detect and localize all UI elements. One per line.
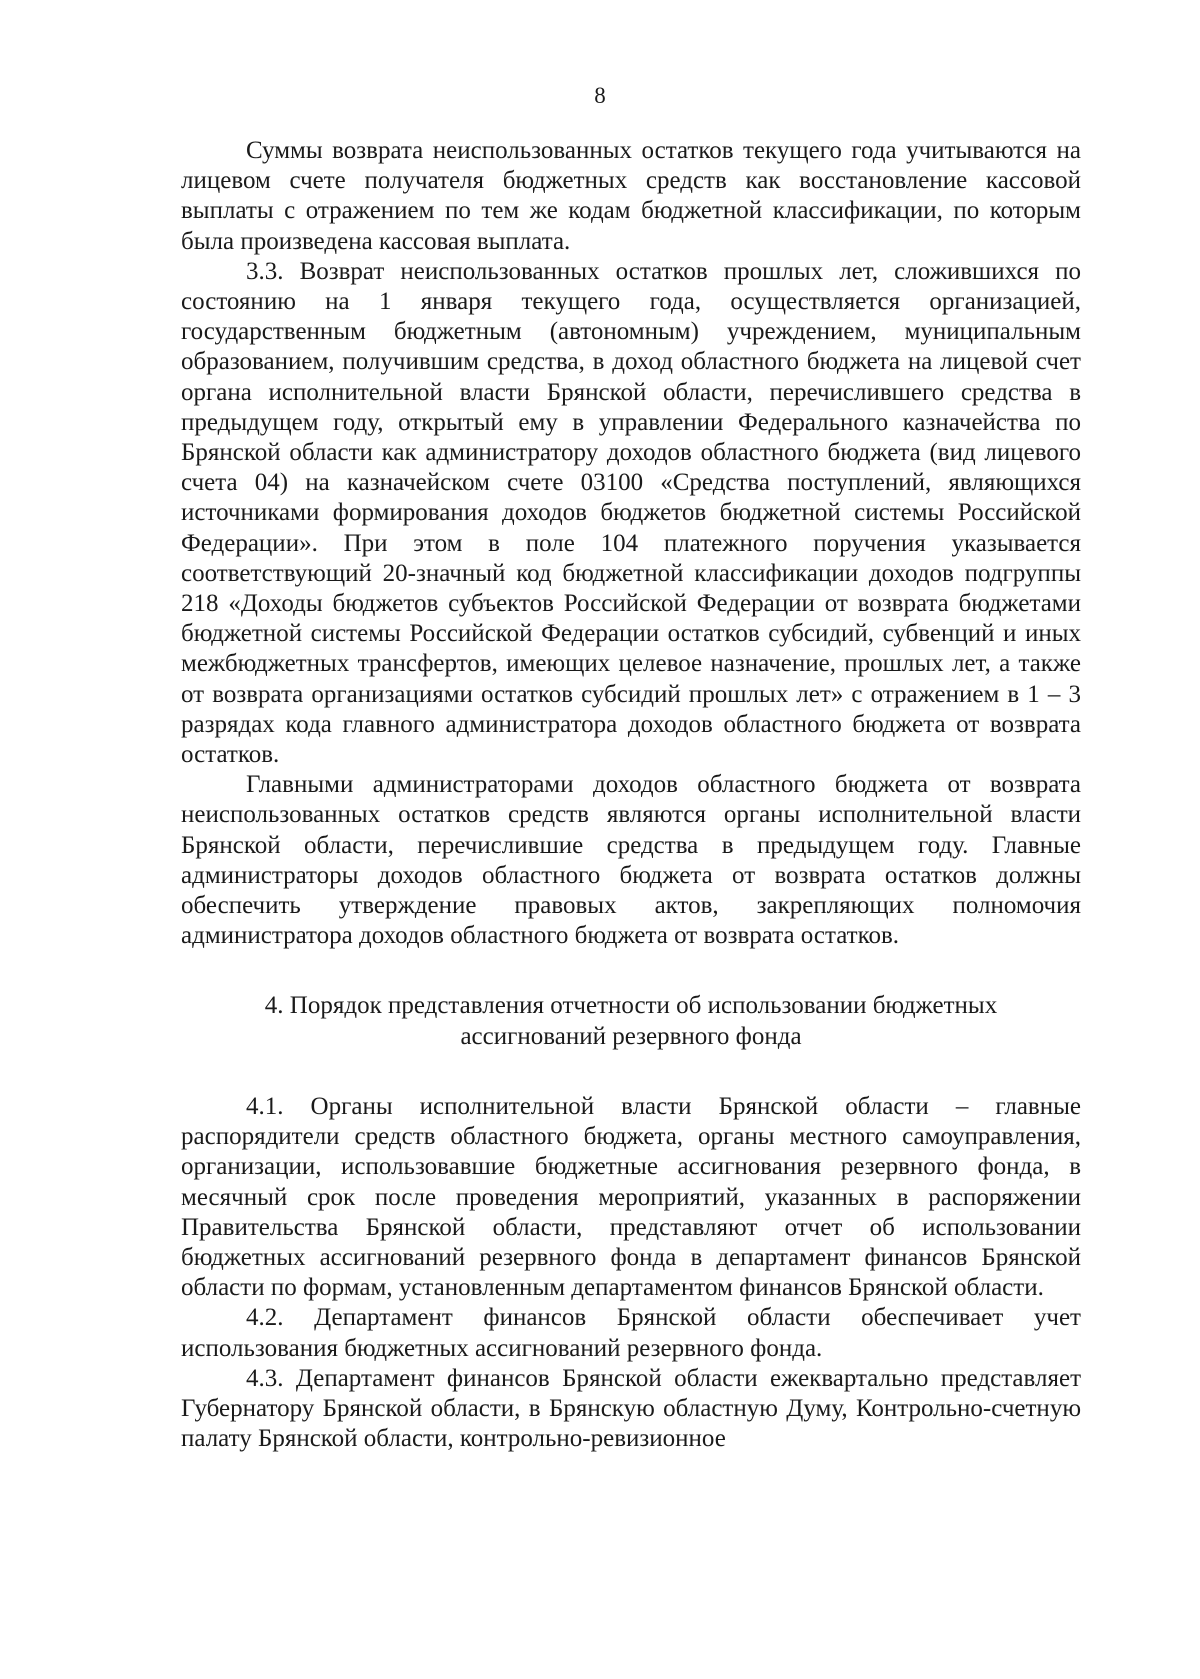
section-4-heading-line-2: ассигнований резервного фонда bbox=[460, 1022, 802, 1050]
page-number: 8 bbox=[594, 83, 606, 108]
section-4-heading-line-1: 4. Порядок представления отчетности об использовании бюджетных bbox=[264, 992, 998, 1020]
paragraph-4-1: 4.1. Органы исполнительной власти Брянской области – главные распорядители средств областного бюджета, органы местного самоуправления, организации, использовавшие бюджетные ассигнования резервного фонда, в месячный срок после проведения мероприятий, указанных в распоряжении Правительства Брянской области, представляют отчет об использовании бюджетных ассигнований резервного фонда в департамент финансов Брянской области по формам, установленным департаментом финансов Брянской области. bbox=[181, 1092, 1081, 1302]
paragraph-returns-current-year: Суммы возврата неиспользованных остатков текущего года учитываются на лицевом счете получателя бюджетных средств как восстановление кассовой выплаты с отражением по тем же кодам бюджетной классификации, по которым была произведена кассовая выплата. bbox=[181, 137, 1081, 255]
paragraph-4-2: 4.2. Департамент финансов Брянской области обеспечивает учет использования бюджетных ассигнований резервного фонда. bbox=[181, 1304, 1081, 1362]
section-4-heading bbox=[181, 991, 1081, 1051]
document-body bbox=[181, 136, 1081, 1454]
paragraph-main-administrators: Главными администраторами доходов областного бюджета от возврата неиспользованных остатков средств являются органы исполнительной власти Брянской области, перечислившие средства в предыдущем году. Главные администраторы доходов областного бюджета от возврата остатков должны обеспечить утверждение правовых актов, закрепляющих полномочия администратора доходов областного бюджета от возврата остатков. bbox=[181, 771, 1081, 950]
paragraph-3-3: 3.3. Возврат неиспользованных остатков прошлых лет, сложившихся по состоянию на 1 января текущего года, осуществляется организацией, государственным бюджетным (автономным) учреждением, муниципальным образованием, получившим средства, в доход областного бюджета на лицевой счет органа исполнительной власти Брянской области, перечислившего средства в предыдущем году, открытый ему в управлении Федерального казначейства по Брянской области как администратору доходов областного бюджета (вид лицевого счета 04) на казначейском счете 03100 «Средства поступлений, являющихся источниками формирования доходов бюджетов бюджетной системы Российской Федерации». При этом в поле 104 платежного поручения указывается соответствующий 20-значный код бюджетной классификации доходов подгруппы 218 «Доходы бюджетов субъектов Российской Федерации от возврата бюджетами бюджетной системы Российской Федерации остатков субсидий, субвенций и иных межбюджетных трансфертов, имеющих целевое назначение, прошлых лет, а также от возврата организациями остатков субсидий прошлых лет» с отражением в 1 – 3 разрядах кода главного администратора доходов областного бюджета от возврата остатков. bbox=[181, 257, 1081, 769]
paragraph-4-3: 4.3. Департамент финансов Брянской области ежеквартально представляет Губернатору Брянской области, в Брянскую областную Думу, Контрольно-счетную палату Брянской области, контрольно-ревизионное bbox=[181, 1364, 1081, 1453]
